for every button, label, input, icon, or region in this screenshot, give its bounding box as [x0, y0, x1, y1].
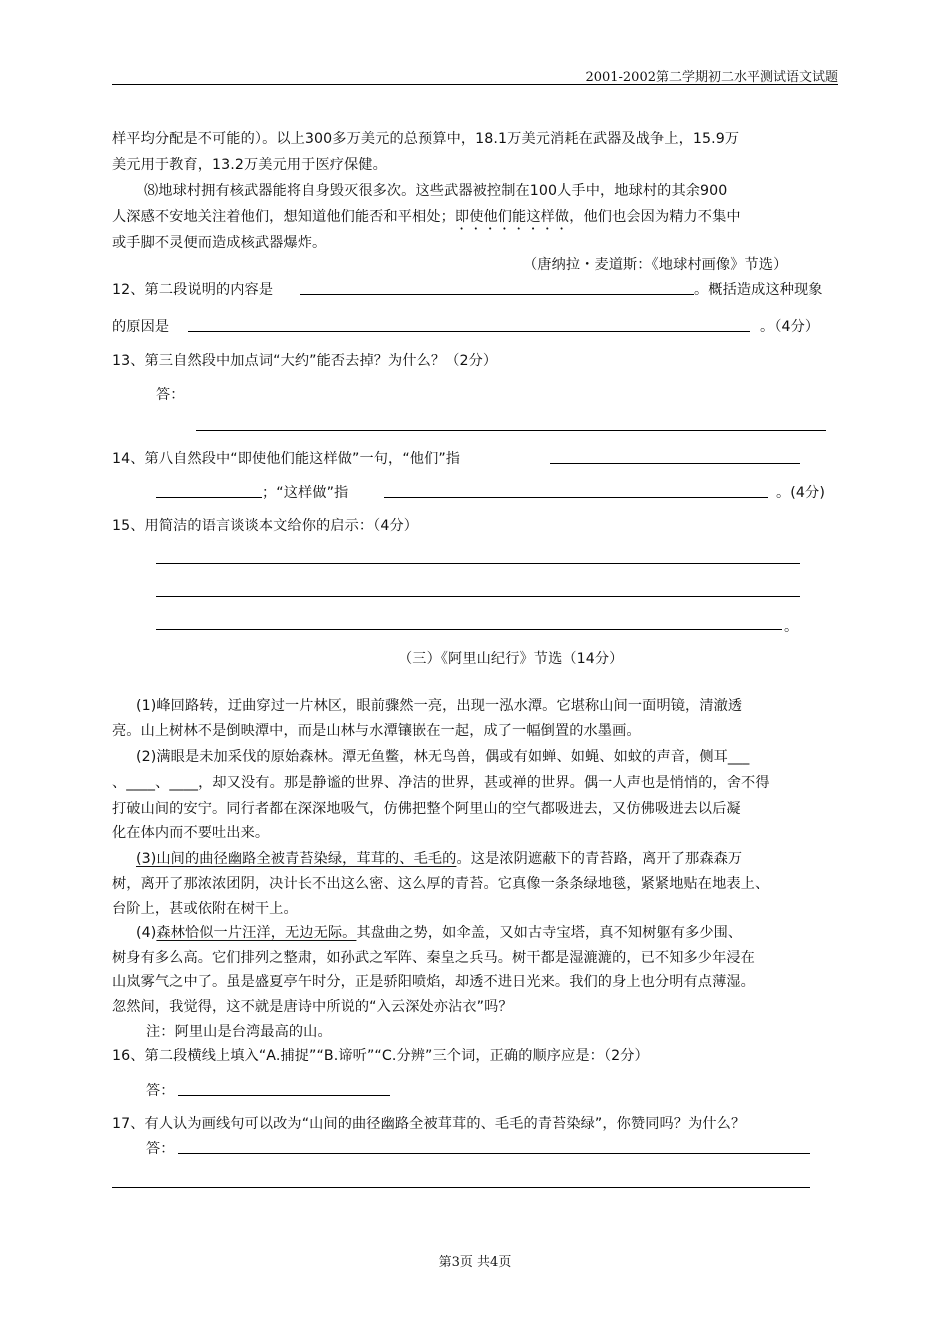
q13-answer-label: 答： [156, 387, 185, 403]
q15-answer-line-1[interactable] [156, 563, 800, 564]
q14-text-b: ；“这样做”指 [262, 485, 349, 501]
passage3-p1-line2: 亮。山上树林不是倒映潭中，而是山林与水潭镶嵌在一起，成了一幅倒置的水墨画。 [112, 723, 641, 739]
passage3-p2-line4: 化在体内而不要吐出来。 [112, 825, 270, 841]
p3-line1-rest: 。这是浓阴遮蔽下的青苔路，离开了那森森万 [456, 851, 743, 867]
q15-end-mark: 。 [784, 619, 799, 635]
q14-answer-line-3[interactable] [384, 497, 768, 498]
passage3-p2-line3: 打破山间的安宁。同行者都在深深地吸气，仿佛把整个阿里山的空气都吸进去，又仿佛吸进去以后凝 [112, 801, 741, 817]
q14-text-c: 。(4分) [776, 485, 825, 501]
q16-answer-line[interactable] [178, 1095, 390, 1096]
p3-underlined-sentence: (3)山间的曲径幽路全被青苔染绿，茸茸的、毛毛的 [136, 851, 457, 867]
q17-answer-line-1[interactable] [178, 1153, 810, 1154]
passage2-p8-line3: 或手脚不灵便而造成核武器爆炸。 [112, 235, 327, 251]
passage2-p7-line1: 样平均分配是不可能的）。以上300多万美元的总预算中，18.1万美元消耗在武器及战争上，15.9万 [112, 131, 740, 147]
passage3-p3-line3: 台阶上，甚或依附在树干上。 [112, 901, 298, 917]
p4-underlined-sentence: 森林恰似一片汪洋，无边无际。 [156, 925, 357, 941]
q12-text-c: 的原因是 [112, 319, 170, 335]
p8-text-b: ，他们也会因为精力不集中 [569, 209, 741, 225]
passage2-p7-line2: 美元用于教育，13.2万美元用于医疗保健。 [112, 157, 387, 173]
q15-answer-line-3[interactable] [156, 629, 782, 630]
q17-text: 17、有人认为画线句可以改为“山间的曲径幽路全被茸茸的、毛毛的青苔染绿”，你赞同吗？为什么？ [112, 1116, 746, 1132]
q12-answer-line-1[interactable] [300, 294, 694, 295]
passage3-p2-line1: (2)满眼是未加采伐的原始森林。潭无鱼鳖，林无鸟兽，偶或有如蝉、如蝇、如蚊的声音，侧耳___ [136, 749, 750, 765]
q14-answer-line-2[interactable] [156, 497, 262, 498]
passage3-p2-line2: 、____、____，却又没有。那是静谧的世界、净洁的世界，甚或禅的世界。偶一人声也是悄悄的，舍不得 [112, 775, 770, 791]
passage3-p4-line4: 忽然间，我觉得，这不就是唐诗中所说的“入云深处亦沾衣”吗？ [112, 999, 513, 1015]
passage3-note: 注：阿里山是台湾最高的山。 [146, 1024, 332, 1040]
p8-text-a: 人深感不安地关注着他们，想知道他们能否和平相处； [112, 209, 455, 225]
header-rule [112, 84, 838, 85]
passage3-p3-line2: 树，离开了那浓浓团阴，决计长不出这么密、这么厚的青苔。它真像一条条绿地毯，紧紧地贴在地表上、 [112, 876, 770, 892]
passage2-p8-line2 [112, 206, 741, 233]
page-number: 第3页 共4页 [438, 1255, 512, 1270]
p4-number: (4) [136, 925, 157, 941]
q14-answer-line-1[interactable] [550, 463, 800, 464]
q12-text-a: 12、第二段说明的内容是 [112, 282, 274, 298]
q15-answer-line-2[interactable] [156, 596, 800, 597]
passage2-source: （唐纳拉・麦道斯：《地球村画像》节选） [523, 257, 788, 273]
q13-answer-line[interactable] [196, 430, 826, 431]
q16-answer-label: 答： [146, 1083, 175, 1099]
passage3-title: （三）《阿里山纪行》节选（14分） [398, 651, 624, 667]
q16-text: 16、第二段横线上填入“A.捕捉”“B.谛听”“C.分辨”三个词，正确的顺序应是：（2分） [112, 1048, 649, 1064]
passage2-p8-line1: ⑻地球村拥有核武器能将自身毁灭很多次。这些武器被控制在100人手中，地球村的其余900 [144, 183, 728, 199]
q12-text-b: 。概括造成这种现象 [694, 282, 823, 298]
p8-dotted-phrase: 即使他们能这样做 [454, 209, 570, 225]
p4-line1-rest: 其盘曲之势，如伞盖，又如古寺宝塔，真不知树躯有多少围、 [356, 925, 743, 941]
q12-text-d: 。（4分） [760, 319, 820, 335]
q14-text-a: 14、第八自然段中“即使他们能这样做”一句，“他们”指 [112, 451, 461, 467]
passage3-p4-line2: 树身有多么高。它们排列之整肃，如孙武之军阵、秦皇之兵马。树干都是湿漉漉的，已不知多少年浸在 [112, 950, 755, 966]
page-header-title: 2001-2002第二学期初二水平测试语文试题 [585, 70, 838, 85]
q17-answer-label: 答： [146, 1141, 175, 1157]
q13-text: 13、第三自然段中加点词“大约”能否去掉？为什么？（2分） [112, 353, 498, 369]
q15-text: 15、用简洁的语言谈谈本文给你的启示：（4分） [112, 518, 419, 534]
passage3-p4-line3: 山岚雾气之中了。虽是盛夏亭午时分，正是骄阳喷焰，却透不进日光来。我们的身上也分明有点薄湿。 [112, 974, 755, 990]
passage3-p4-line1 [136, 922, 742, 942]
passage3-p1-line1: (1)峰回路转，迂曲穿过一片林区，眼前骤然一亮，出现一泓水潭。它堪称山间一面明镜，清澈透 [136, 698, 743, 714]
q17-answer-line-2[interactable] [112, 1187, 810, 1188]
passage3-p3-line1 [136, 848, 742, 868]
q12-answer-line-2[interactable] [188, 331, 750, 332]
